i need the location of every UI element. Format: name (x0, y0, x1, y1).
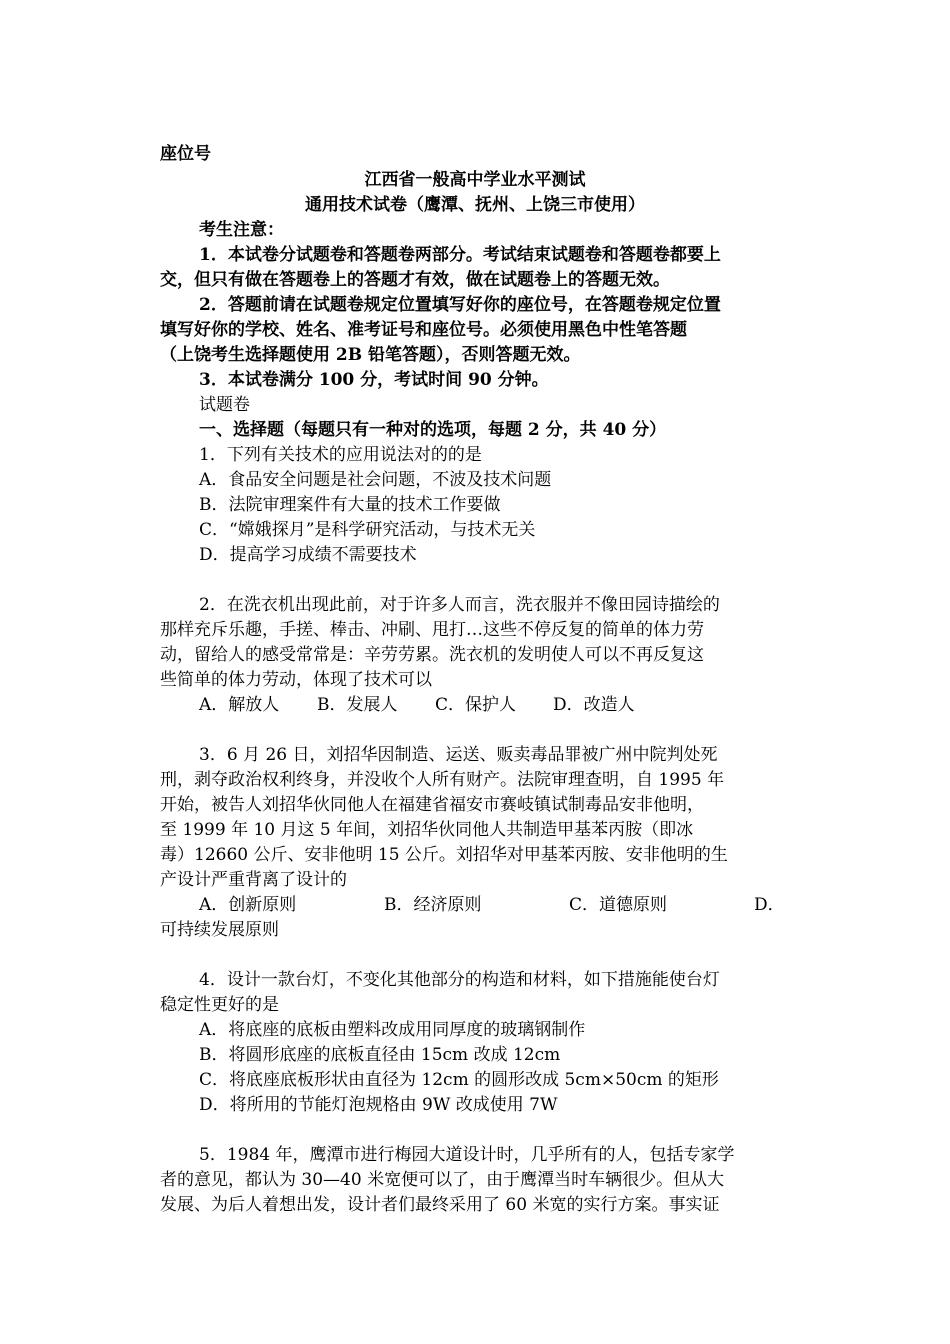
q3-option-d: D． (754, 895, 785, 915)
q3-stem-line: 开始，被告人刘招华伙同他人在福建省福安市赛岐镇试制毒品安非他明， (160, 795, 704, 815)
q2-stem-line: 那样充斥乐趣，手搓、棒击、冲刷、甩打…这些不停反复的简单的体力劳 (160, 620, 704, 640)
q3-stem-line: 3．6 月 26 日，刘招华因制造、运送、贩卖毒品罪被广州中院判处死 (199, 745, 718, 765)
section-title: 一、选择题（每题只有一种对的选项，每题 2 分，共 40 分） (199, 420, 667, 440)
seat-number-label: 座位号 (160, 144, 211, 164)
notice-item-2: 2．答题前请在试题卷规定位置填写好你的座位号，在答题卷规定位置 (199, 295, 721, 315)
q5-stem-line: 5．1984 年，鹰潭市进行梅园大道设计时，几乎所有的人，包括专家学 (199, 1145, 735, 1165)
q3-stem-line: 刑，剥夺政治权利终身，并没收个人所有财产。法院审理查明，自 1995 年 (160, 770, 725, 790)
q3-option-a: A．创新原则 (199, 895, 297, 915)
section-label: 试题卷 (199, 395, 250, 415)
q3-options (199, 893, 785, 917)
notice-item-2-cont2: （上饶考生选择题使用 2B 铅笔答题），否则答题无效。 (160, 345, 581, 365)
notice-heading: 考生注意： (199, 220, 284, 240)
q1-option-a: A．食品安全问题是社会问题，不波及技术问题 (199, 470, 552, 490)
q4-option-b: B．将圆形底座的底板直径由 15cm 改成 12cm (199, 1045, 561, 1065)
q1-option-d: D．提高学习成绩不需要技术 (199, 545, 417, 565)
q1-stem: 1．下列有关技术的应用说法对的的是 (199, 445, 482, 465)
q3-stem-line: 至 1999 年 10 月这 5 年间，刘招华伙同他人共制造甲基苯丙胺（即冰 (160, 820, 694, 840)
q3-option-c: C．道德原则 (569, 895, 668, 915)
q4-option-a: A．将底座的底板由塑料改成用同厚度的玻璃钢制作 (199, 1020, 586, 1040)
q4-option-d: D．将所用的节能灯泡规格由 9W 改成使用 7W (199, 1095, 558, 1115)
notice-item-3: 3．本试卷满分 100 分，考试时间 90 分钟。 (199, 370, 549, 390)
q2-option-d: D．改造人 (553, 695, 635, 715)
exam-subtitle: 通用技术试卷（鹰潭、抚州、上饶三市使用） (305, 195, 645, 215)
q2-stem-line: 2．在洗衣机出现此前，对于许多人而言，洗衣服并不像田园诗描绘的 (199, 595, 720, 615)
q2-stem-line: 动，留给人的感受常常是：辛劳劳累。洗衣机的发明使人可以不再反复这 (160, 645, 704, 665)
q3-option-b: B．经济原则 (384, 895, 482, 915)
q3-stem-line: 产设计严重背离了设计的 (160, 870, 347, 890)
q2-stem-line: 些简单的体力劳动，体现了技术可以 (160, 670, 432, 690)
q1-option-c: C．“嫦娥探月”是科学研究活动，与技术无关 (199, 520, 536, 540)
q4-option-c: C．将底座底板形状由直径为 12cm 的圆形改成 5cm×50cm 的矩形 (199, 1070, 719, 1090)
exam-title: 江西省一般高中学业水平测试 (364, 170, 586, 190)
q2-options (199, 693, 635, 717)
q5-stem-line: 者的意见，都认为 30—40 米宽便可以了，由于鹰潭当时车辆很少。但从大 (160, 1170, 725, 1190)
q4-stem-line: 稳定性更好的是 (160, 995, 279, 1015)
notice-item-2-cont: 填写好你的学校、姓名、准考证号和座位号。必须使用黑色中性笔答题 (160, 320, 687, 340)
q5-stem-line: 发展、为后人着想出发，设计者们最终采用了 60 米宽的实行方案。事实证 (160, 1195, 720, 1215)
notice-item-1: 1．本试卷分试题卷和答题卷两部分。考试结束试题卷和答题卷都要上 (199, 245, 721, 265)
q2-option-a: A．解放人 (199, 695, 280, 715)
q2-option-c: C．保护人 (435, 695, 517, 715)
notice-item-1-cont: 交，但只有做在答题卷上的答题才有效，做在试题卷上的答题无效。 (160, 270, 670, 290)
q3-option-d-text: 可持续发展原则 (160, 920, 279, 940)
q1-option-b: B．法院审理案件有大量的技术工作要做 (199, 495, 501, 515)
q3-stem-line: 毒）12660 公斤、安非他明 15 公斤。刘招华对甲基苯丙胺、安非他明的生 (160, 845, 728, 865)
q4-stem-line: 4．设计一款台灯，不变化其他部分的构造和材料，如下措施能使台灯 (199, 970, 720, 990)
q2-option-b: B．发展人 (317, 695, 398, 715)
